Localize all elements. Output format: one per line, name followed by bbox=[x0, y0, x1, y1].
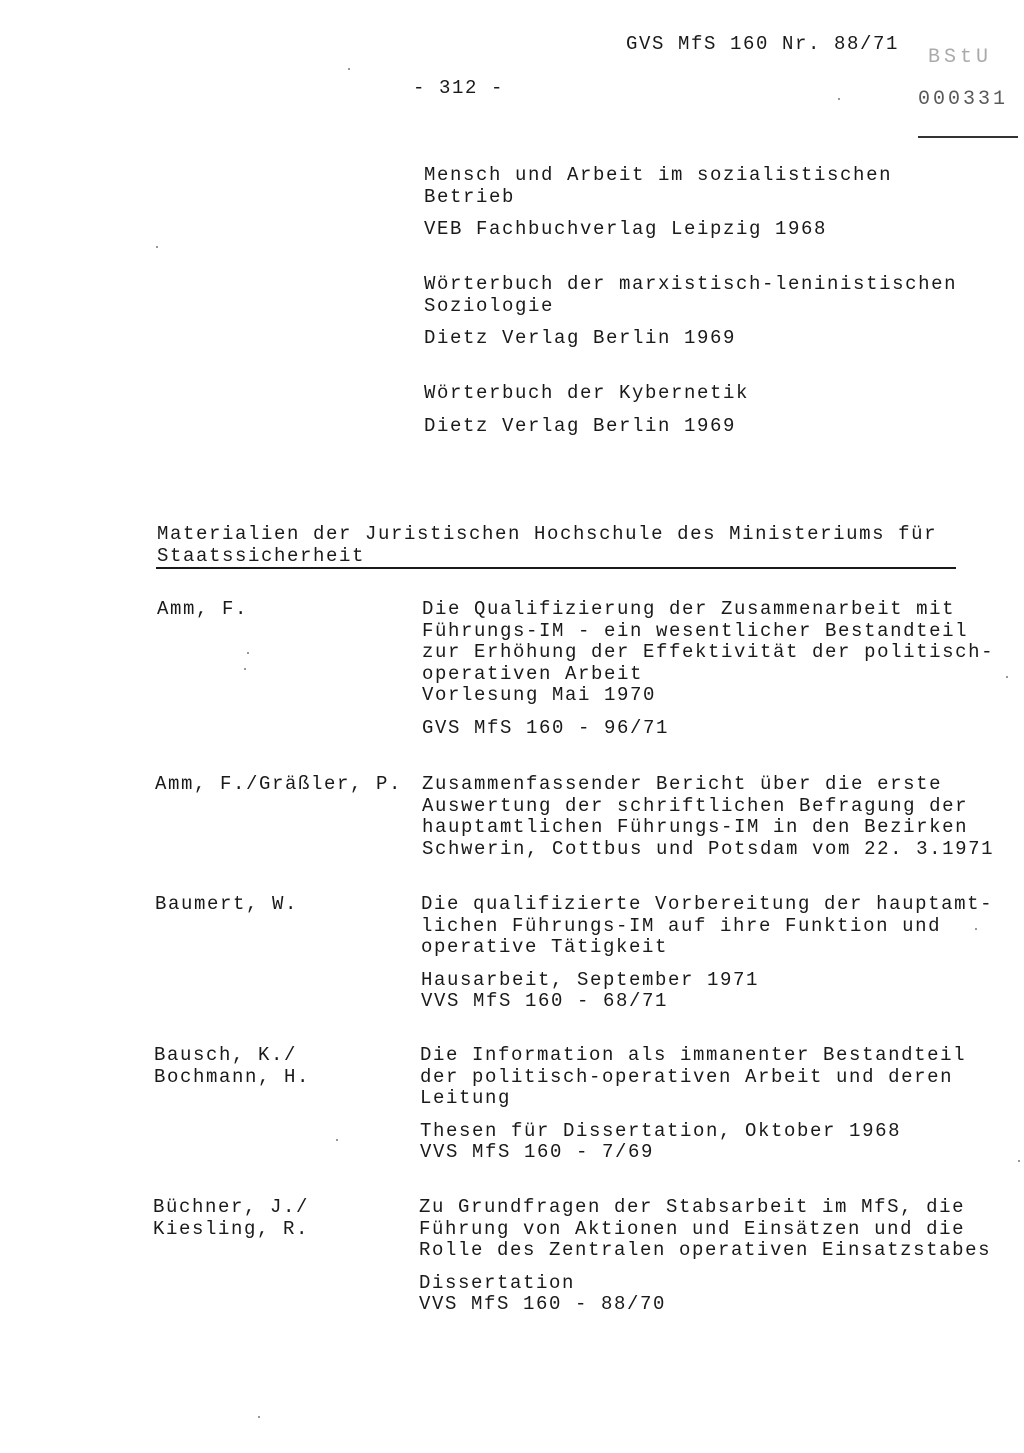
scan-speck bbox=[975, 928, 977, 930]
section-heading-line: Staatssicherheit bbox=[157, 544, 366, 567]
author-line: Bausch, K./ bbox=[154, 1044, 298, 1066]
archive-stamp-label: BStU bbox=[928, 46, 993, 69]
author-line: Kiesling, R. bbox=[153, 1217, 310, 1240]
book-entry bbox=[424, 274, 957, 350]
entry-reference: VVS MfS 160 - 88/70 bbox=[419, 1293, 667, 1315]
book-title-line: Soziologie bbox=[424, 294, 555, 317]
author-line: Baumert, W. bbox=[155, 893, 299, 915]
archive-stamp-number: 000331 bbox=[918, 88, 1009, 111]
entry-title bbox=[420, 1045, 966, 1164]
entry-title-line: Zusammenfassender Bericht über die erste bbox=[422, 773, 943, 795]
entry-reference: VVS MfS 160 - 7/69 bbox=[420, 1141, 655, 1163]
entry-title-line: Rolle des Zentralen operativen Einsatzstabes bbox=[419, 1239, 992, 1261]
entry-title-line: zur Erhöhung der Effektivität der politisch- bbox=[422, 641, 995, 663]
book-entry bbox=[424, 383, 749, 437]
entry-title-line: der politisch-operativen Arbeit und deren bbox=[420, 1065, 954, 1088]
scan-speck bbox=[244, 668, 246, 670]
entry-title-line: Zu Grundfragen der Stabsarbeit im MfS, die bbox=[419, 1196, 966, 1218]
author-line: Büchner, J./ bbox=[153, 1196, 310, 1218]
entry-title-line: Die Information als immanenter Bestandteil bbox=[420, 1044, 967, 1066]
book-publisher: Dietz Verlag Berlin 1969 bbox=[424, 414, 737, 437]
scan-speck bbox=[1018, 1160, 1020, 1162]
scan-speck bbox=[1006, 676, 1008, 678]
book-title-line: Betrieb bbox=[424, 185, 516, 208]
scan-speck bbox=[258, 1416, 260, 1418]
document-reference: GVS MfS 160 Nr. 88/71 bbox=[626, 33, 900, 55]
author-line: Bochmann, H. bbox=[154, 1065, 311, 1088]
entry-reference: Hausarbeit, September 1971 bbox=[421, 968, 760, 991]
entry-title-line: Vorlesung Mai 1970 bbox=[422, 684, 657, 706]
entry-reference: VVS MfS 160 - 68/71 bbox=[421, 990, 669, 1012]
stamp-underline bbox=[918, 136, 1018, 138]
book-title-line: Wörterbuch der marxistisch-leninistischen bbox=[424, 273, 958, 295]
entry-author bbox=[157, 599, 248, 621]
entry-title-line: Leitung bbox=[420, 1087, 512, 1109]
entry-reference: GVS MfS 160 - 96/71 bbox=[422, 716, 670, 739]
entry-reference: Thesen für Dissertation, Oktober 1968 bbox=[420, 1119, 902, 1142]
section-heading-line: Materialien der Juristischen Hochschule des Ministeriums für bbox=[157, 523, 938, 545]
scan-speck bbox=[348, 68, 350, 70]
page-number: - 312 - bbox=[413, 77, 505, 99]
section-heading bbox=[157, 524, 937, 567]
entry-author bbox=[154, 1045, 310, 1088]
entry-title bbox=[422, 774, 994, 860]
entry-title bbox=[422, 599, 994, 739]
section-heading-underline bbox=[156, 567, 956, 569]
author-line: Amm, F./Gräßler, P. bbox=[155, 773, 403, 795]
scan-speck bbox=[838, 98, 840, 100]
book-title-line: Wörterbuch der Kybernetik bbox=[424, 382, 750, 404]
entry-reference: Dissertation bbox=[419, 1271, 576, 1294]
scan-speck bbox=[156, 246, 158, 248]
entry-title bbox=[419, 1197, 991, 1316]
scan-speck bbox=[247, 652, 249, 654]
entry-title-line: Die Qualifizierung der Zusammenarbeit mit bbox=[422, 598, 956, 620]
entry-title-line: Die qualifizierte Vorbereitung der hauptamt- bbox=[421, 893, 994, 915]
entry-author bbox=[155, 774, 402, 796]
entry-title-line: operativen Arbeit bbox=[422, 662, 644, 685]
entry-title-line: Führungs-IM - ein wesentlicher Bestandteil bbox=[422, 619, 969, 642]
book-publisher: Dietz Verlag Berlin 1969 bbox=[424, 327, 737, 349]
entry-title-line: Schwerin, Cottbus und Potsdam vom 22. 3.1971 bbox=[422, 837, 995, 860]
book-publisher: VEB Fachbuchverlag Leipzig 1968 bbox=[424, 218, 828, 240]
author-line: Amm, F. bbox=[157, 598, 249, 620]
book-title-line: Mensch und Arbeit im sozialistischen bbox=[424, 164, 893, 186]
entry-title-line: Auswertung der schriftlichen Befragung der bbox=[422, 794, 969, 817]
entry-author bbox=[153, 1197, 309, 1240]
entry-title-line: hauptamtlichen Führungs-IM in den Bezirken bbox=[422, 816, 969, 838]
scan-speck bbox=[336, 1139, 338, 1141]
entry-author bbox=[155, 894, 298, 916]
entry-title bbox=[421, 894, 993, 1013]
entry-title-line: lichen Führungs-IM auf ihre Funktion und bbox=[421, 914, 942, 937]
entry-title-line: Führung von Aktionen und Einsätzen und die bbox=[419, 1217, 966, 1240]
entry-title-line: operative Tätigkeit bbox=[421, 936, 669, 958]
book-entry bbox=[424, 165, 892, 241]
